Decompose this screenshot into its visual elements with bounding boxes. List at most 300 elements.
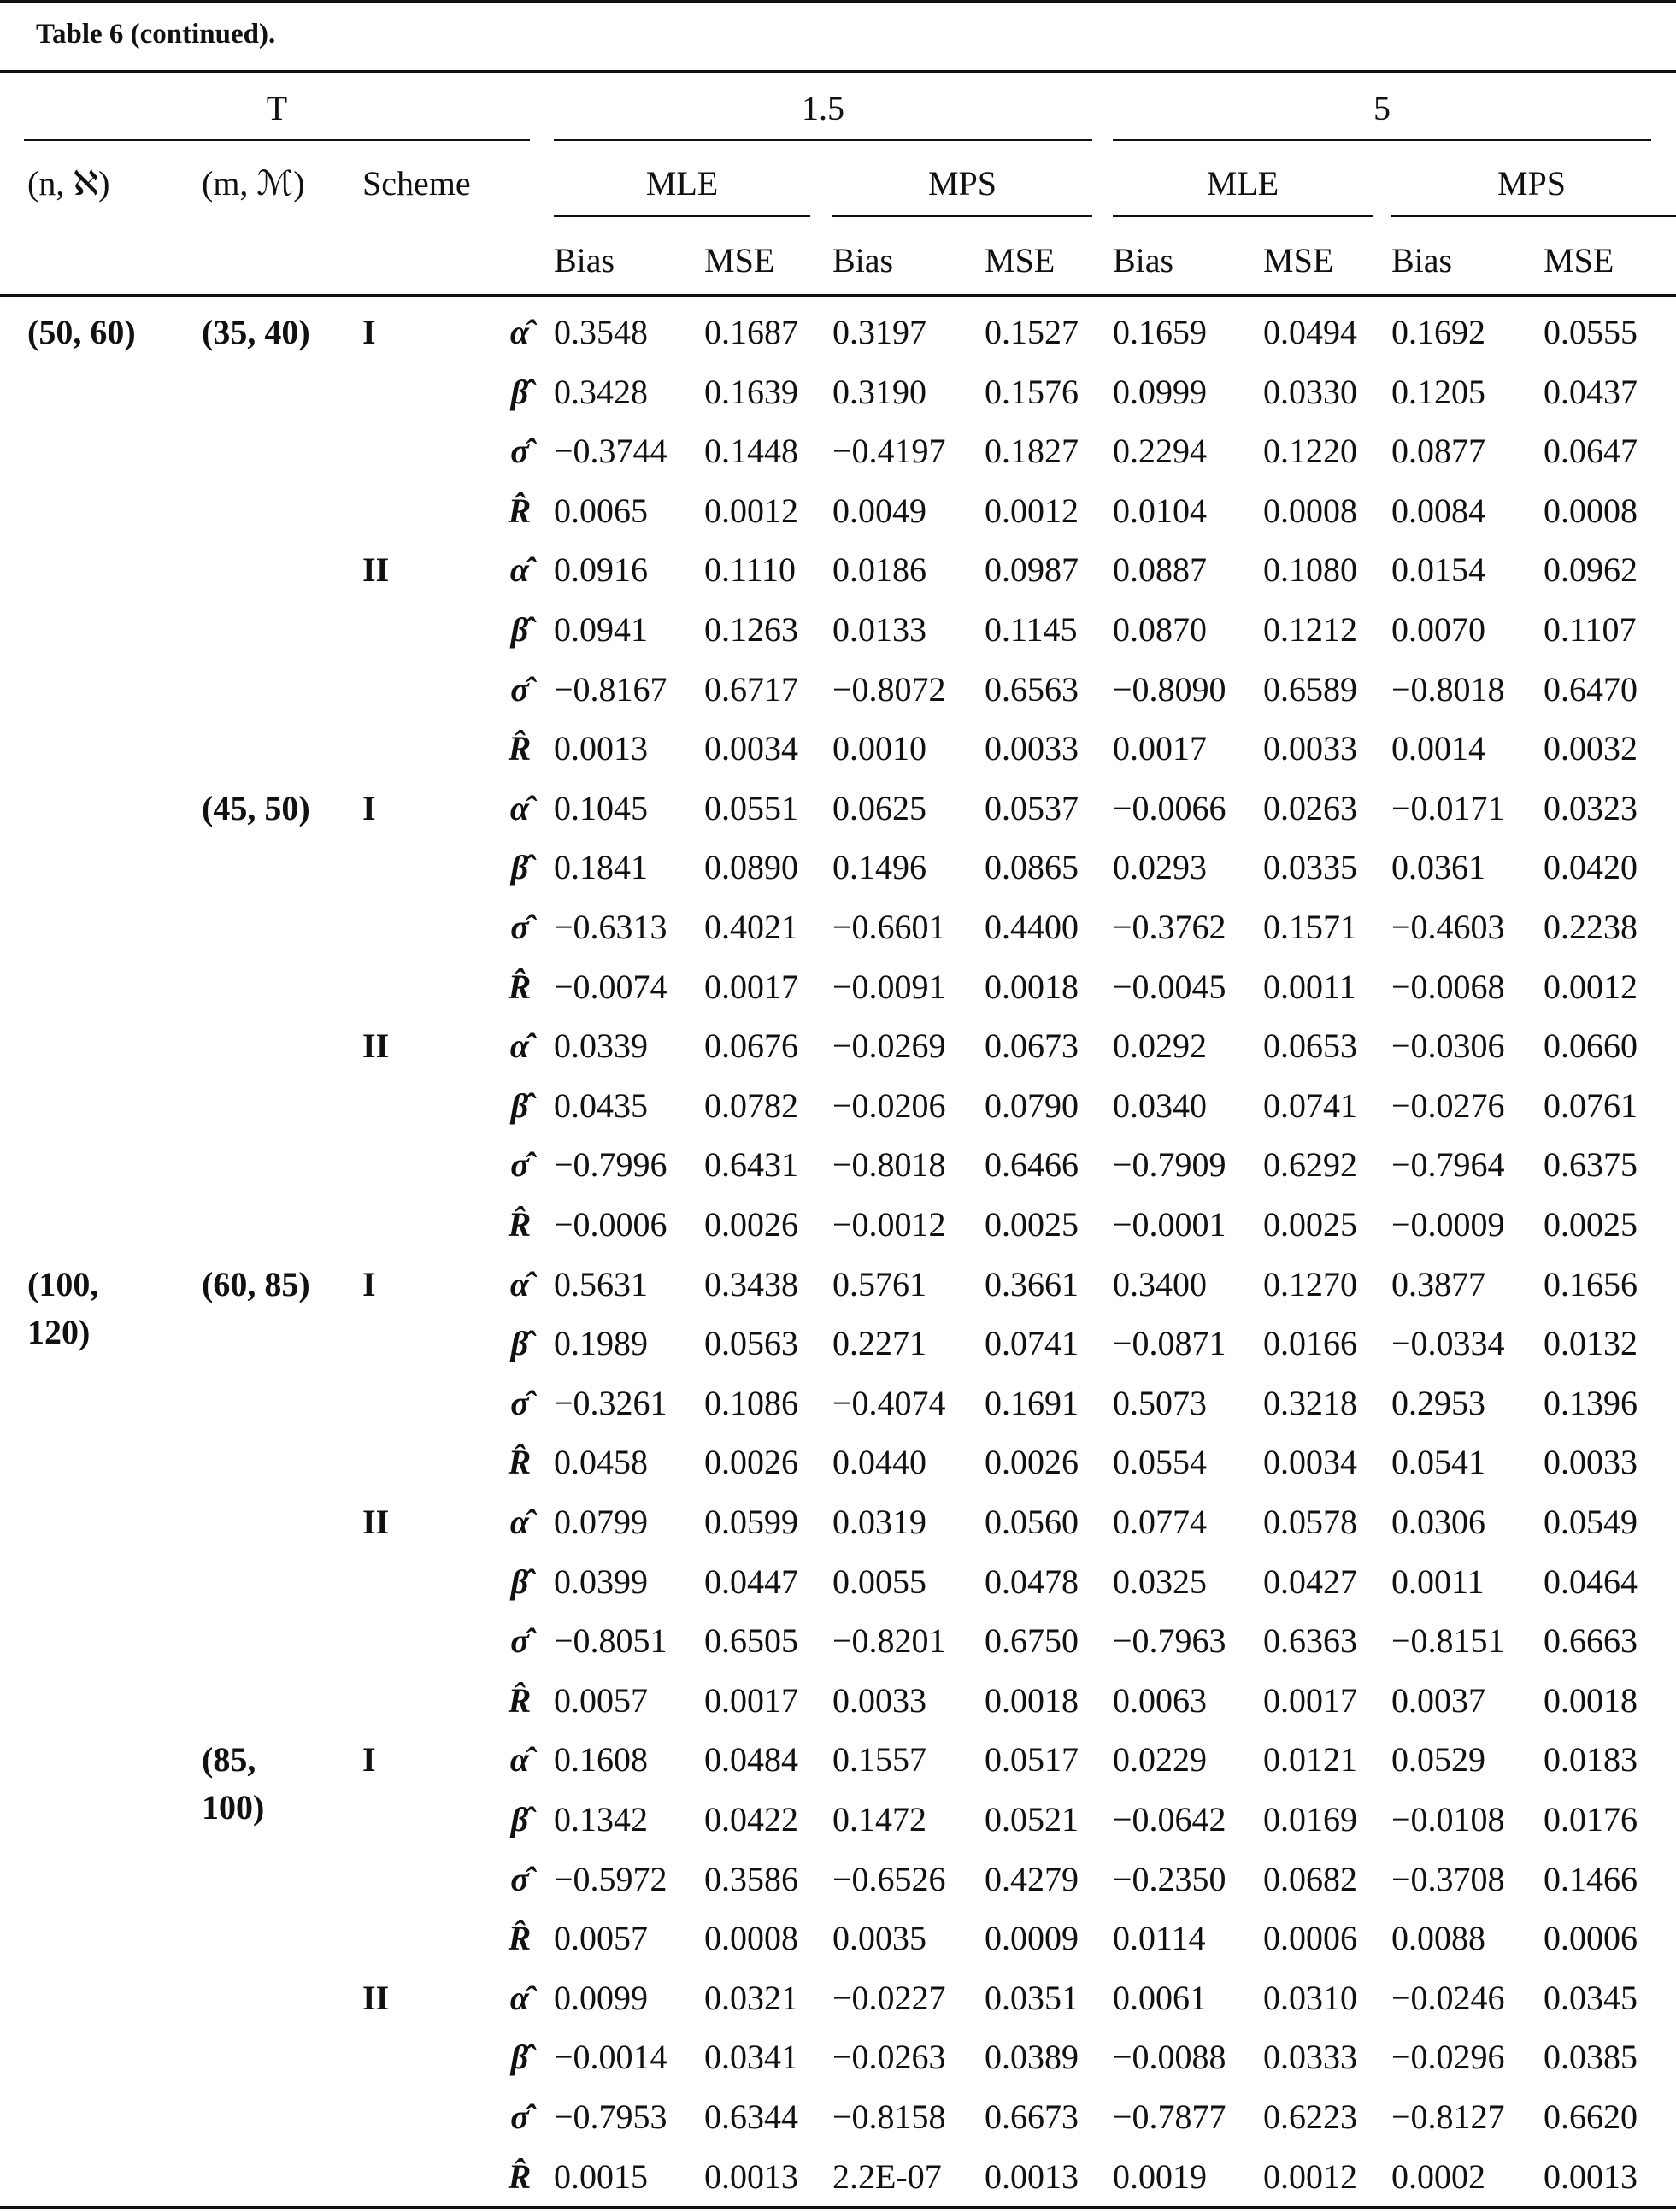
row-value: 0.0555 — [1544, 313, 1638, 351]
row-value: 0.0017 — [1263, 1680, 1357, 1720]
row-value: 0.0478 — [985, 1562, 1079, 1601]
row-parameter: R̂ — [508, 1205, 532, 1244]
row-value: 0.6431 — [704, 1145, 798, 1185]
header-stat-5: Bias — [1113, 241, 1174, 279]
row-value: 0.1496 — [832, 848, 926, 887]
row-value: 0.0537 — [985, 788, 1079, 827]
row-value: 0.0169 — [1263, 1800, 1357, 1838]
row-value: −0.0871 — [1113, 1324, 1226, 1363]
row-scheme: II — [362, 1027, 390, 1066]
row-value: −0.8090 — [1113, 669, 1226, 709]
method-underline-4 — [1391, 215, 1676, 217]
row-value: 0.0013 — [704, 2156, 798, 2196]
row-value: −0.4074 — [832, 1383, 946, 1422]
row-value: 0.0741 — [985, 1324, 1079, 1363]
row-value: 0.6563 — [985, 669, 1079, 709]
row-value: −0.3762 — [1113, 908, 1226, 946]
row-value: 0.0676 — [704, 1027, 798, 1066]
caption-rule — [0, 70, 1676, 73]
row-value: −0.6601 — [832, 908, 946, 946]
row-parameter: α̂ — [509, 1740, 530, 1780]
row-value: 0.1107 — [1544, 610, 1637, 649]
row-value: 0.0114 — [1113, 1919, 1206, 1958]
row-value: 0.3197 — [832, 313, 926, 351]
row-value: 0.1145 — [985, 610, 1078, 649]
row-value: 0.0017 — [704, 1680, 798, 1720]
row-value: 0.0025 — [1544, 1205, 1638, 1244]
row-parameter: σ̂ — [510, 432, 529, 471]
row-value: 0.1205 — [1391, 372, 1485, 411]
row-value: −0.0012 — [832, 1205, 946, 1244]
row-value: 0.0033 — [1544, 1443, 1638, 1482]
t15-underline — [554, 139, 1092, 141]
row-value: 0.0340 — [1113, 1085, 1207, 1125]
row-parameter: α̂ — [509, 1264, 530, 1303]
row-n-value: (50, 60) — [27, 313, 136, 351]
row-value: 0.0026 — [704, 1443, 798, 1482]
row-value: 0.0012 — [1544, 967, 1638, 1006]
row-value: 0.0133 — [832, 610, 926, 649]
header-stat-4: MSE — [985, 241, 1056, 279]
row-value: 0.0494 — [1263, 313, 1357, 351]
row-value: 0.0563 — [704, 1324, 798, 1363]
row-value: 0.0025 — [985, 1205, 1079, 1244]
row-scheme: I — [362, 313, 376, 351]
row-value: −0.0006 — [554, 1205, 667, 1244]
row-value: −0.6313 — [554, 908, 667, 946]
row-value: 0.0799 — [554, 1503, 648, 1541]
row-value: 0.0104 — [1113, 491, 1207, 530]
row-value: −0.7909 — [1113, 1145, 1226, 1185]
row-value: 0.0351 — [985, 1978, 1079, 2017]
row-value: 0.0333 — [1263, 2038, 1357, 2077]
row-value: 0.1659 — [1113, 313, 1207, 351]
row-value: 0.0013 — [554, 729, 648, 768]
row-value: 0.0176 — [1544, 1800, 1638, 1838]
header-stat-8: MSE — [1544, 241, 1614, 279]
row-value: 0.5761 — [832, 1264, 926, 1303]
row-value: 0.0018 — [985, 967, 1079, 1006]
row-parameter: β̂ — [510, 1800, 529, 1838]
row-value: 0.0293 — [1113, 848, 1207, 887]
row-value: 0.1212 — [1263, 610, 1357, 649]
row-value: 0.2271 — [832, 1324, 926, 1363]
row-value: 0.0008 — [1544, 491, 1638, 530]
row-value: 0.0554 — [1113, 1443, 1207, 1482]
row-value: 0.0002 — [1391, 2156, 1485, 2196]
row-value: 0.0099 — [554, 1978, 648, 2017]
header-m-label: (m, ℳ) — [202, 164, 305, 203]
row-value: 0.0330 — [1263, 372, 1357, 411]
row-value: 0.1691 — [985, 1383, 1079, 1422]
row-value: 0.0999 — [1113, 372, 1207, 411]
row-parameter: β̂ — [510, 1085, 529, 1125]
row-value: 0.0599 — [704, 1503, 798, 1541]
row-value: 0.0741 — [1263, 1085, 1357, 1125]
row-value: 0.6750 — [985, 1621, 1079, 1661]
row-parameter: R̂ — [508, 967, 532, 1006]
row-value: 0.0018 — [1544, 1680, 1638, 1720]
row-parameter: R̂ — [508, 1919, 532, 1958]
row-value: 0.0132 — [1544, 1324, 1638, 1363]
row-value: −0.8051 — [554, 1621, 667, 1661]
row-value: 0.3400 — [1113, 1264, 1207, 1303]
row-value: −0.2350 — [1113, 1859, 1226, 1898]
row-value: 0.0057 — [554, 1919, 648, 1958]
row-value: −0.3261 — [554, 1383, 667, 1422]
row-value: 0.0229 — [1113, 1740, 1207, 1780]
row-value: −0.0263 — [832, 2038, 946, 2077]
row-value: 0.4400 — [985, 908, 1079, 946]
row-value: 0.0011 — [1391, 1562, 1485, 1601]
row-scheme: I — [362, 1264, 376, 1303]
row-value: −0.4603 — [1391, 908, 1505, 946]
row-value: −0.0227 — [832, 1978, 946, 2017]
row-value: 0.0761 — [1544, 1085, 1638, 1125]
row-value: 0.0529 — [1391, 1740, 1485, 1780]
row-value: 0.0061 — [1113, 1978, 1207, 2017]
row-value: 2.2E-07 — [832, 2156, 942, 2196]
row-value: 0.1656 — [1544, 1264, 1638, 1303]
row-value: 0.0292 — [1113, 1027, 1207, 1066]
row-parameter: R̂ — [508, 491, 532, 530]
header-t-value-1: 1.5 — [802, 89, 844, 127]
row-m-value: (60, 85) — [202, 1264, 310, 1303]
row-value: 0.1080 — [1263, 550, 1357, 590]
row-value: −0.0014 — [554, 2038, 667, 2077]
row-parameter: β̂ — [510, 1324, 529, 1363]
row-value: −0.0068 — [1391, 967, 1505, 1006]
row-parameter: α̂ — [509, 1503, 530, 1541]
row-value: 0.1466 — [1544, 1859, 1638, 1898]
row-value: 0.6375 — [1544, 1145, 1638, 1185]
row-value: 0.6363 — [1263, 1621, 1357, 1661]
row-value: −0.5972 — [554, 1859, 667, 1898]
row-value: 0.0517 — [985, 1740, 1079, 1780]
row-value: 0.0033 — [832, 1680, 926, 1720]
header-bottom-rule — [0, 294, 1676, 297]
row-value: −0.3708 — [1391, 1859, 1505, 1898]
header-method-4: MPS — [1497, 164, 1567, 203]
row-value: 0.0625 — [832, 788, 926, 827]
row-value: 0.0319 — [832, 1503, 926, 1541]
row-parameter: β̂ — [510, 1562, 529, 1601]
row-parameter: β̂ — [510, 610, 529, 649]
row-m-value: (85, 100) — [202, 1740, 265, 1827]
row-value: 0.0673 — [985, 1027, 1079, 1066]
row-value: 0.0341 — [704, 2038, 798, 2077]
row-value: 0.4021 — [704, 908, 798, 946]
row-value: 0.0339 — [554, 1027, 648, 1066]
row-value: 0.0019 — [1113, 2156, 1207, 2196]
row-value: −0.8072 — [832, 669, 946, 709]
row-value: 0.0033 — [985, 729, 1079, 768]
row-value: 0.1527 — [985, 313, 1079, 351]
row-value: 0.1687 — [704, 313, 798, 351]
header-stat-2: MSE — [704, 241, 775, 279]
row-value: 0.1989 — [554, 1324, 648, 1363]
row-scheme: I — [362, 788, 376, 827]
row-value: 0.0653 — [1263, 1027, 1357, 1066]
row-value: 0.0962 — [1544, 550, 1638, 590]
row-value: 0.0890 — [704, 848, 798, 887]
row-value: 0.0578 — [1263, 1503, 1357, 1541]
row-value: −0.8151 — [1391, 1621, 1505, 1661]
row-value: −0.7877 — [1113, 2097, 1226, 2136]
row-value: 0.0660 — [1544, 1027, 1638, 1066]
row-parameter: R̂ — [508, 2156, 532, 2196]
row-parameter: σ̂ — [510, 669, 529, 709]
row-value: 0.0435 — [554, 1085, 648, 1125]
row-n-value: (100, 120) — [27, 1264, 99, 1351]
row-value: 0.0325 — [1113, 1562, 1207, 1601]
row-value: 0.3428 — [554, 372, 648, 411]
row-value: 0.1557 — [832, 1740, 926, 1780]
row-value: −0.8018 — [832, 1145, 946, 1185]
row-value: 0.1576 — [985, 372, 1079, 411]
row-value: 0.0877 — [1391, 432, 1485, 471]
header-method-2: MPS — [927, 164, 997, 203]
row-value: 0.6223 — [1263, 2097, 1357, 2136]
row-value: 0.1270 — [1263, 1264, 1357, 1303]
row-value: 0.0008 — [1263, 491, 1357, 530]
row-value: 0.0916 — [554, 550, 648, 590]
row-value: 0.6717 — [704, 669, 798, 709]
row-value: 0.6663 — [1544, 1621, 1638, 1661]
row-value: −0.8018 — [1391, 669, 1505, 709]
row-value: 0.0782 — [704, 1085, 798, 1125]
row-value: 0.0682 — [1263, 1859, 1357, 1898]
row-value: 0.1571 — [1263, 908, 1357, 946]
row-value: 0.0035 — [832, 1919, 926, 1958]
row-value: 0.0017 — [1113, 729, 1207, 768]
row-value: −0.0206 — [832, 1085, 946, 1125]
row-value: 0.0263 — [1263, 788, 1357, 827]
row-parameter: σ̂ — [510, 2097, 529, 2136]
row-value: 0.0166 — [1263, 1324, 1357, 1363]
row-value: 0.0121 — [1263, 1740, 1357, 1780]
row-value: 0.1639 — [704, 372, 798, 411]
row-parameter: R̂ — [508, 1680, 532, 1720]
row-parameter: α̂ — [509, 1027, 530, 1066]
row-value: −0.0296 — [1391, 2038, 1505, 2077]
row-value: −0.0246 — [1391, 1978, 1505, 2017]
row-value: −0.8158 — [832, 2097, 946, 2136]
row-value: 0.0055 — [832, 1562, 926, 1601]
row-parameter: R̂ — [508, 729, 532, 768]
row-value: 0.0008 — [704, 1919, 798, 1958]
row-value: 0.0399 — [554, 1562, 648, 1601]
row-value: 0.6505 — [704, 1621, 798, 1661]
row-value: 0.0026 — [985, 1443, 1079, 1482]
top-rule — [0, 0, 1676, 3]
row-value: 0.0385 — [1544, 2038, 1638, 2077]
row-value: 0.6466 — [985, 1145, 1079, 1185]
row-value: 0.0015 — [554, 2156, 648, 2196]
row-value: 0.6589 — [1263, 669, 1357, 709]
row-value: −0.0091 — [832, 967, 946, 1006]
row-value: 0.3586 — [704, 1859, 798, 1898]
row-parameter: σ̂ — [510, 908, 529, 946]
row-value: 0.1220 — [1263, 432, 1357, 471]
row-parameter: R̂ — [508, 1443, 532, 1482]
row-parameter: σ̂ — [510, 1383, 529, 1422]
row-value: 0.5073 — [1113, 1383, 1207, 1422]
row-value: 0.1086 — [704, 1383, 798, 1422]
row-value: 0.0012 — [985, 491, 1079, 530]
row-value: 0.5631 — [554, 1264, 648, 1303]
row-value: 0.6620 — [1544, 2097, 1638, 2136]
row-value: 0.1608 — [554, 1740, 648, 1780]
row-scheme: II — [362, 1503, 390, 1541]
method-underline-3 — [1113, 215, 1373, 217]
row-value: 0.6470 — [1544, 669, 1638, 709]
row-value: 0.1472 — [832, 1800, 926, 1838]
row-value: 0.0774 — [1113, 1503, 1207, 1541]
row-value: −0.0001 — [1113, 1205, 1226, 1244]
row-value: −0.7953 — [554, 2097, 667, 2136]
row-parameter: σ̂ — [510, 1859, 529, 1898]
row-value: 0.0335 — [1263, 848, 1357, 887]
row-value: 0.2238 — [1544, 908, 1638, 946]
row-value: 0.2294 — [1113, 432, 1207, 471]
row-value: 0.0034 — [1263, 1443, 1357, 1482]
row-value: −0.0108 — [1391, 1800, 1505, 1838]
method-underline-1 — [554, 215, 810, 217]
t5-underline — [1113, 139, 1651, 141]
row-value: −0.8201 — [832, 1621, 946, 1661]
row-value: 0.1396 — [1544, 1383, 1638, 1422]
row-value: 0.6292 — [1263, 1145, 1357, 1185]
row-parameter: β̂ — [510, 2038, 529, 2077]
row-value: −0.0269 — [832, 1027, 946, 1066]
row-value: 0.0560 — [985, 1503, 1079, 1541]
row-value: 0.0440 — [832, 1443, 926, 1482]
row-value: 0.0032 — [1544, 729, 1638, 768]
row-value: −0.0009 — [1391, 1205, 1505, 1244]
row-value: 0.2953 — [1391, 1383, 1485, 1422]
method-underline-2 — [832, 215, 1092, 217]
row-value: −0.8167 — [554, 669, 667, 709]
row-scheme: II — [362, 550, 390, 590]
row-value: 0.0057 — [554, 1680, 648, 1720]
row-value: 0.1827 — [985, 432, 1079, 471]
row-value: 0.0941 — [554, 610, 648, 649]
row-value: −0.7964 — [1391, 1145, 1505, 1185]
t-underline — [24, 139, 530, 141]
table-caption: Table 6 (continued). — [36, 19, 276, 50]
row-value: 0.0017 — [704, 967, 798, 1006]
row-value: 0.0033 — [1263, 729, 1357, 768]
row-value: −0.7996 — [554, 1145, 667, 1185]
row-value: 0.4279 — [985, 1859, 1079, 1898]
row-value: 0.0887 — [1113, 550, 1207, 590]
row-value: 0.3218 — [1263, 1383, 1357, 1422]
row-value: 0.0037 — [1391, 1680, 1485, 1720]
header-method-3: MLE — [1206, 164, 1279, 203]
row-value: 0.0011 — [1263, 967, 1356, 1006]
row-value: 0.3190 — [832, 372, 926, 411]
row-value: 0.0012 — [704, 491, 798, 530]
header-stat-6: MSE — [1263, 241, 1334, 279]
row-value: 0.0006 — [1544, 1919, 1638, 1958]
row-value: 0.0154 — [1391, 550, 1485, 590]
row-value: 0.1110 — [704, 550, 797, 590]
row-scheme: II — [362, 1978, 390, 2017]
row-value: 0.0987 — [985, 550, 1079, 590]
row-value: 0.0012 — [1263, 2156, 1357, 2196]
row-value: 0.0345 — [1544, 1978, 1638, 2017]
row-value: 0.0549 — [1544, 1503, 1638, 1541]
row-parameter: β̂ — [510, 848, 529, 887]
row-value: −0.0306 — [1391, 1027, 1505, 1066]
row-m-value: (45, 50) — [202, 788, 310, 827]
header-stat-3: Bias — [832, 241, 894, 279]
row-value: 0.0551 — [704, 788, 798, 827]
bottom-rule — [0, 2206, 1676, 2209]
row-value: −0.4197 — [832, 432, 946, 471]
row-parameter: σ̂ — [510, 1621, 529, 1661]
row-value: 0.0014 — [1391, 729, 1485, 768]
row-value: −0.0642 — [1113, 1800, 1226, 1838]
row-value: 0.0084 — [1391, 491, 1485, 530]
row-value: 0.0088 — [1391, 1919, 1485, 1958]
row-value: 0.3548 — [554, 313, 648, 351]
row-value: 0.0013 — [1544, 2156, 1638, 2196]
row-value: −0.0334 — [1391, 1324, 1505, 1363]
row-value: 0.0025 — [1263, 1205, 1357, 1244]
row-value: 0.0018 — [985, 1680, 1079, 1720]
row-value: −0.0276 — [1391, 1085, 1505, 1125]
row-value: 0.1692 — [1391, 313, 1485, 351]
row-value: 0.0306 — [1391, 1503, 1485, 1541]
row-value: 0.0310 — [1263, 1978, 1357, 2017]
row-value: 0.3438 — [704, 1264, 798, 1303]
row-value: 0.3661 — [985, 1264, 1079, 1303]
row-m-value: (35, 40) — [202, 313, 310, 351]
row-value: −0.8127 — [1391, 2097, 1505, 2136]
row-value: −0.6526 — [832, 1859, 946, 1898]
row-value: 0.0323 — [1544, 788, 1638, 827]
header-stat-7: Bias — [1391, 241, 1453, 279]
row-value: 0.0034 — [704, 729, 798, 768]
row-parameter: α̂ — [509, 1978, 530, 2017]
row-value: 0.0790 — [985, 1085, 1079, 1125]
row-value: 0.0422 — [704, 1800, 798, 1838]
header-t-value-2: 5 — [1373, 89, 1391, 127]
row-value: 0.0389 — [985, 2038, 1079, 2077]
row-value: 0.6344 — [704, 2097, 798, 2136]
row-value: −0.0088 — [1113, 2038, 1226, 2077]
row-value: 0.0541 — [1391, 1443, 1485, 1482]
row-value: 0.1263 — [704, 610, 798, 649]
row-value: 0.0447 — [704, 1562, 798, 1601]
row-value: 0.0010 — [832, 729, 926, 768]
row-value: 0.0065 — [554, 491, 648, 530]
row-value: 0.1045 — [554, 788, 648, 827]
row-value: 0.0013 — [985, 2156, 1079, 2196]
row-parameter: α̂ — [509, 788, 530, 827]
row-value: 0.0186 — [832, 550, 926, 590]
row-parameter: α̂ — [509, 313, 530, 351]
row-value: 0.0026 — [704, 1205, 798, 1244]
header-stat-1: Bias — [554, 241, 615, 279]
row-value: 0.0484 — [704, 1740, 798, 1780]
header-t-label: T — [266, 89, 288, 127]
row-value: 0.0361 — [1391, 848, 1485, 887]
row-value: 0.0865 — [985, 848, 1079, 887]
row-value: 0.0437 — [1544, 372, 1638, 411]
